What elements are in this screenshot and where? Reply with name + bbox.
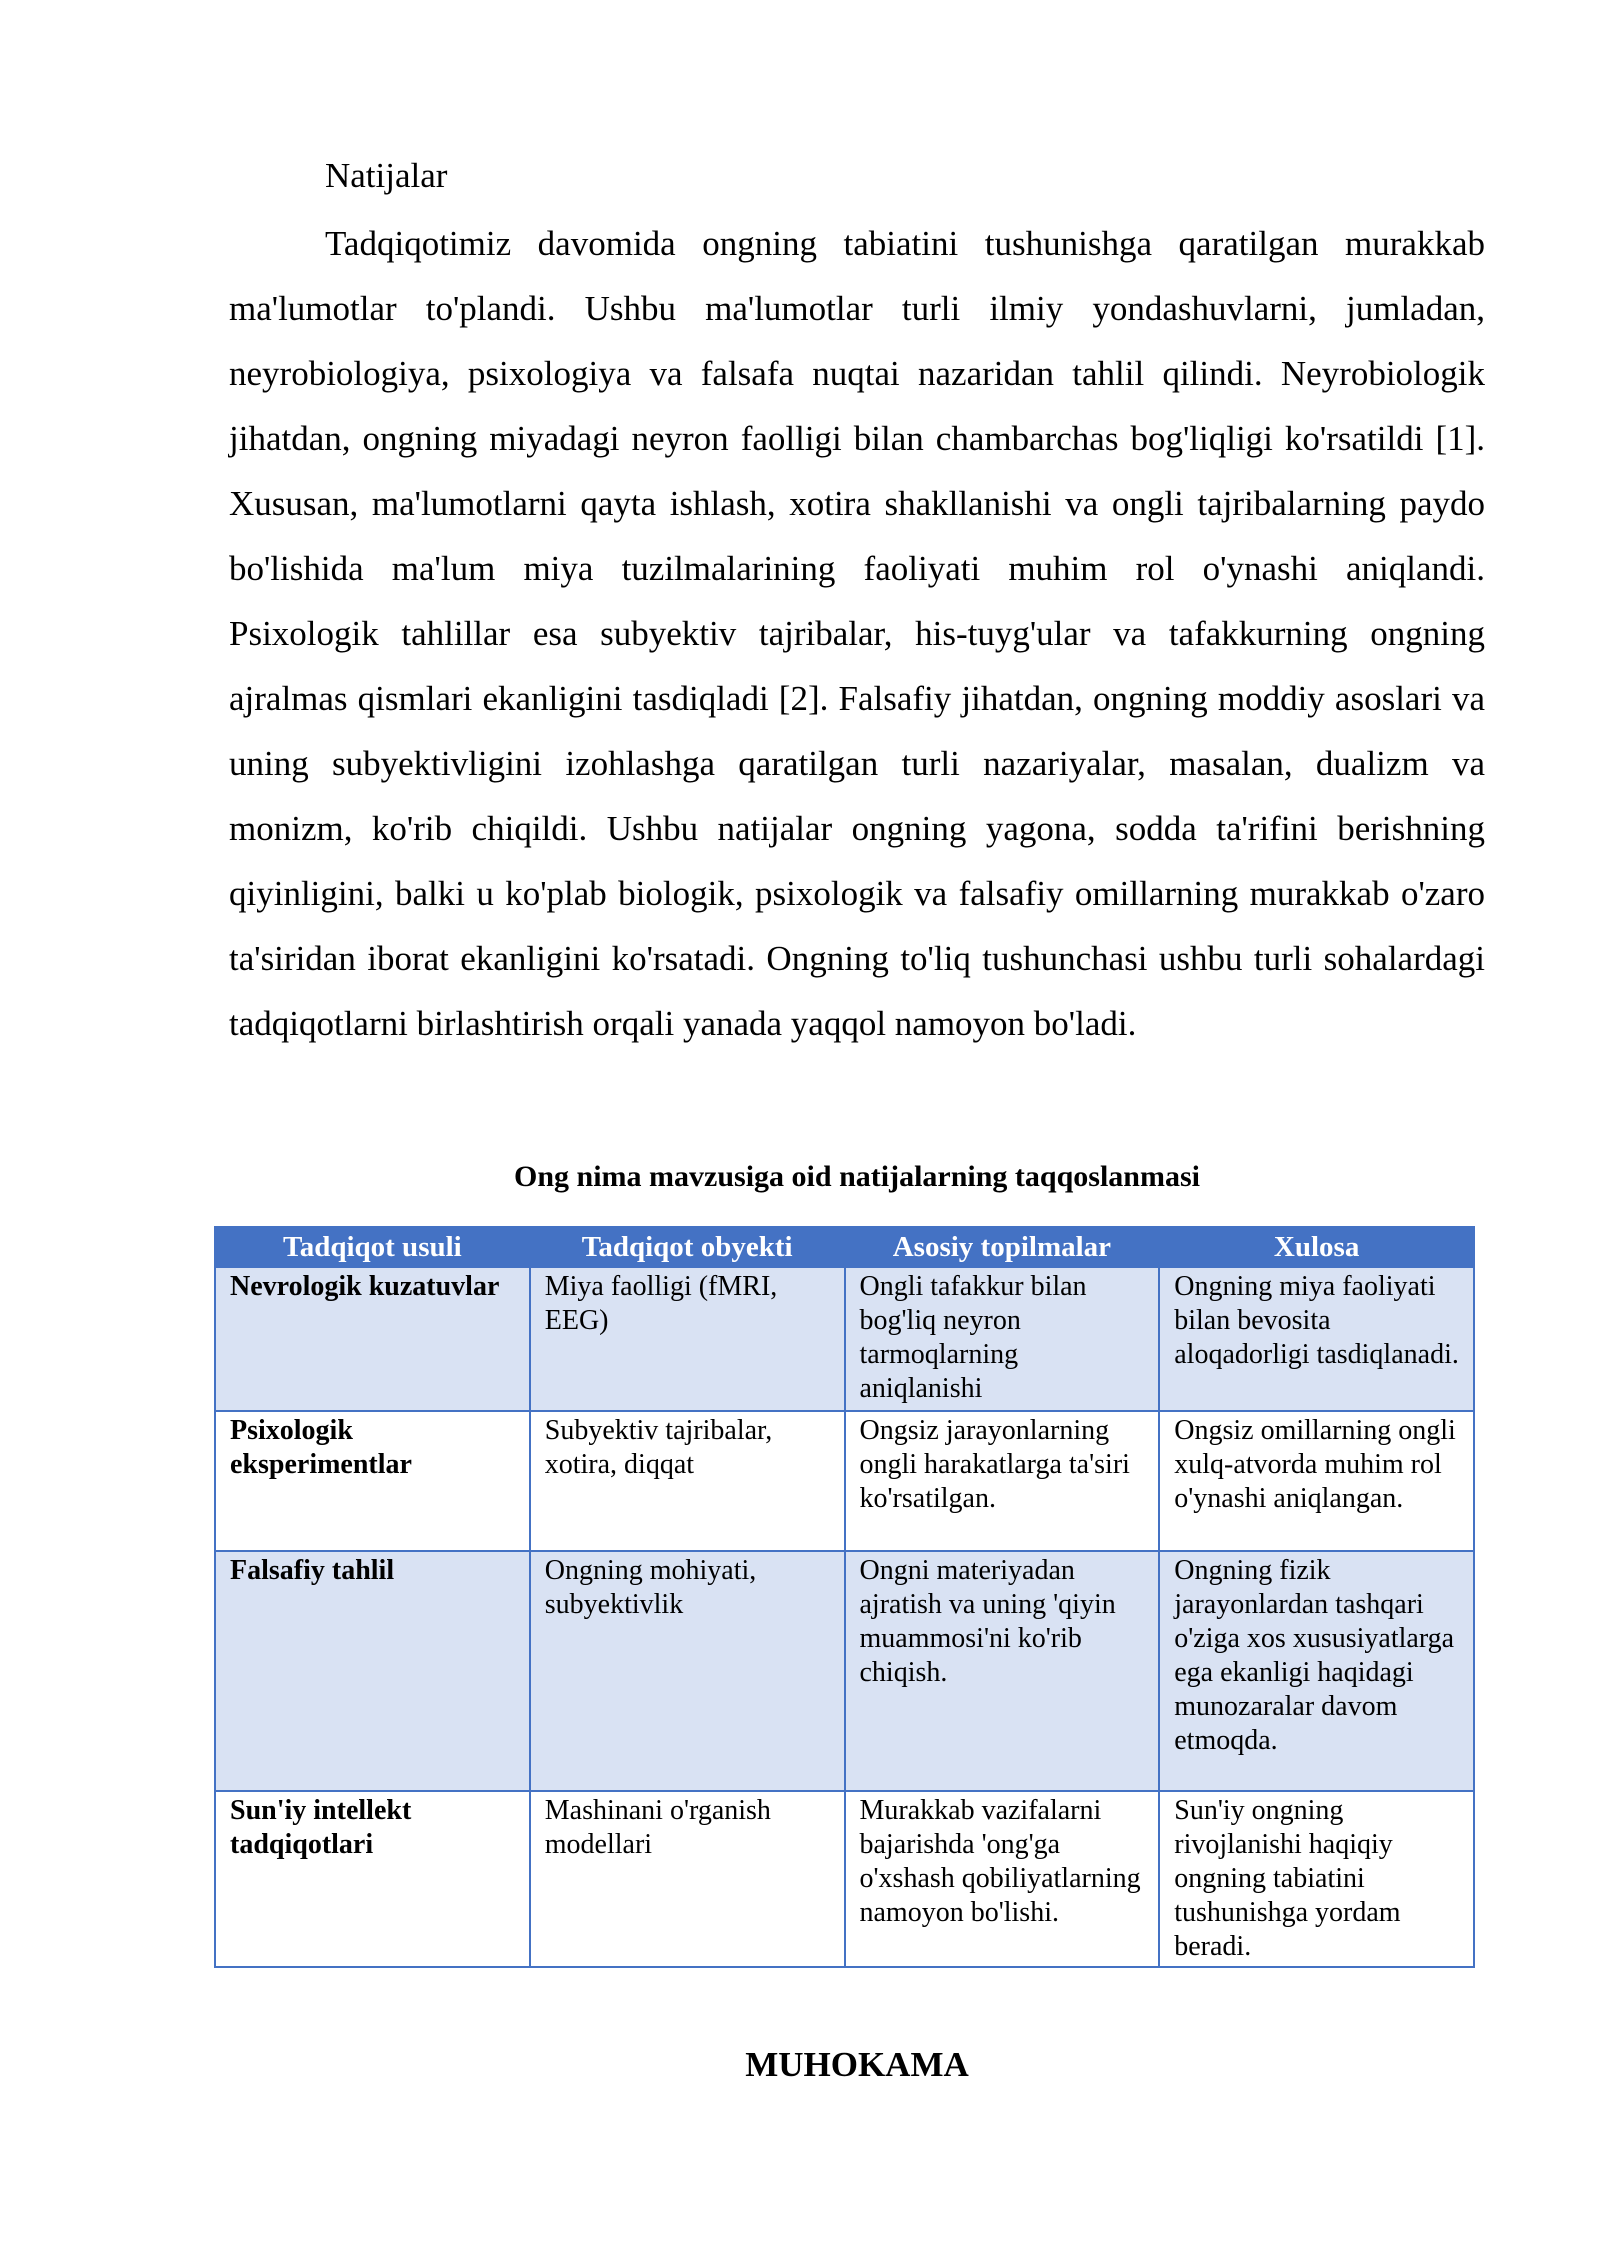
cell-conclusion: Ongning miya faoliyati bilan bevosita aloqadorligi tasdiqlanadi. — [1159, 1267, 1474, 1411]
header-conclusion: Xulosa — [1159, 1227, 1474, 1267]
cell-object: Mashinani o'rganish modellari — [530, 1791, 845, 1967]
header-method: Tadqiqot usuli — [215, 1227, 530, 1267]
cell-object: Miya faolligi (fMRI, EEG) — [530, 1267, 845, 1411]
table-row — [215, 1791, 1474, 1967]
table-caption: Ong nima mavzusiga oid natijalarning taqqoslanmasi — [514, 1160, 1200, 1193]
cell-findings: Ongsiz jarayonlarning ongli harakatlarga ta'siri ko'rsatilgan. — [845, 1411, 1160, 1551]
table-row — [215, 1551, 1474, 1791]
table-row — [215, 1411, 1474, 1551]
table-row — [215, 1267, 1474, 1411]
header-findings: Asosiy topilmalar — [845, 1227, 1160, 1267]
cell-conclusion: Ongsiz omillarning ongli xulq-atvorda muhim rol o'ynashi aniqlangan. — [1159, 1411, 1474, 1551]
cell-conclusion: Ongning fizik jarayonlardan tashqari o'ziga xos xususiyatlarga ega ekanligi haqidagi munozaralar davom etmoqda. — [1159, 1551, 1474, 1791]
cell-method: Psixologik eksperimentlar — [215, 1411, 530, 1551]
cell-method: Nevrologik kuzatuvlar — [215, 1267, 530, 1411]
cell-findings: Ongni materiyadan ajratish va uning 'qiyin muammosi'ni ko'rib chiqish. — [845, 1551, 1160, 1791]
cell-object: Ongning mohiyati, subyektivlik — [530, 1551, 845, 1791]
results-comparison-table — [214, 1226, 1475, 1968]
cell-findings: Murakkab vazifalarni bajarishda 'ong'ga o'xshash qobiliyatlarning namoyon bo'lishi. — [845, 1791, 1160, 1967]
cell-findings: Ongli tafakkur bilan bog'liq neyron tarmoqlarning aniqlanishi — [845, 1267, 1160, 1411]
header-object: Tadqiqot obyekti — [530, 1227, 845, 1267]
cell-method: Sun'iy intellekt tadqiqotlari — [215, 1791, 530, 1967]
cell-conclusion: Sun'iy ongning rivojlanishi haqiqiy ongning tabiatini tushunishga yordam beradi. — [1159, 1791, 1474, 1967]
results-paragraph: Tadqiqotimiz davomida ongning tabiatini tushunishga qaratilgan murakkab ma'lumotlar to'plandi. Ushbu ma'lumotlar turli ilmiy yondashuvlarni, jumladan, neyrobiologiya, psixologiya va falsafa nuqtai nazaridan tahlil qilindi. Neyrobiologik jihatdan, ongning miyadagi neyron faolligi bilan chambarchas bog'liqligi ko'rsatildi [1]. Xususan, ma'lumotlarni qayta ishlash, xotira shakllanishi va ongli tajribalarning paydo bo'lishida ma'lum miya tuzilmalarining faoliyati muhim rol o'ynashi aniqlandi. Psixologik tahlillar esa subyektiv tajribalar, his-tuyg'ular va tafakkurning ongning ajralmas qismlari ekanligini tasdiqladi [2]. Falsafiy jihatdan, ongning moddiy asoslari va uning subyektivligini izohlashga qaratilgan turli nazariyalar, masalan, dualizm va monizm, ko'rib chiqildi. Ushbu natijalar ongning yagona, sodda ta'rifini berishning qiyinligini, balki u ko'plab biologik, psixologik va falsafiy omillarning murakkab o'zaro ta'siridan iborat ekanligini ko'rsatadi. Ongning to'liq tushunchasi ushbu turli sohalardagi tadqiqotlarni birlashtirish orqali yanada yaqqol namoyon bo'ladi. — [229, 224, 1485, 1043]
cell-method: Falsafiy tahlil — [215, 1551, 530, 1791]
cell-object: Subyektiv tajribalar, xotira, diqqat — [530, 1411, 845, 1551]
table-header-row — [215, 1227, 1474, 1267]
section-heading-natijalar: Natijalar — [325, 156, 448, 195]
section-title-muhokama: MUHOKAMA — [745, 2045, 969, 2084]
